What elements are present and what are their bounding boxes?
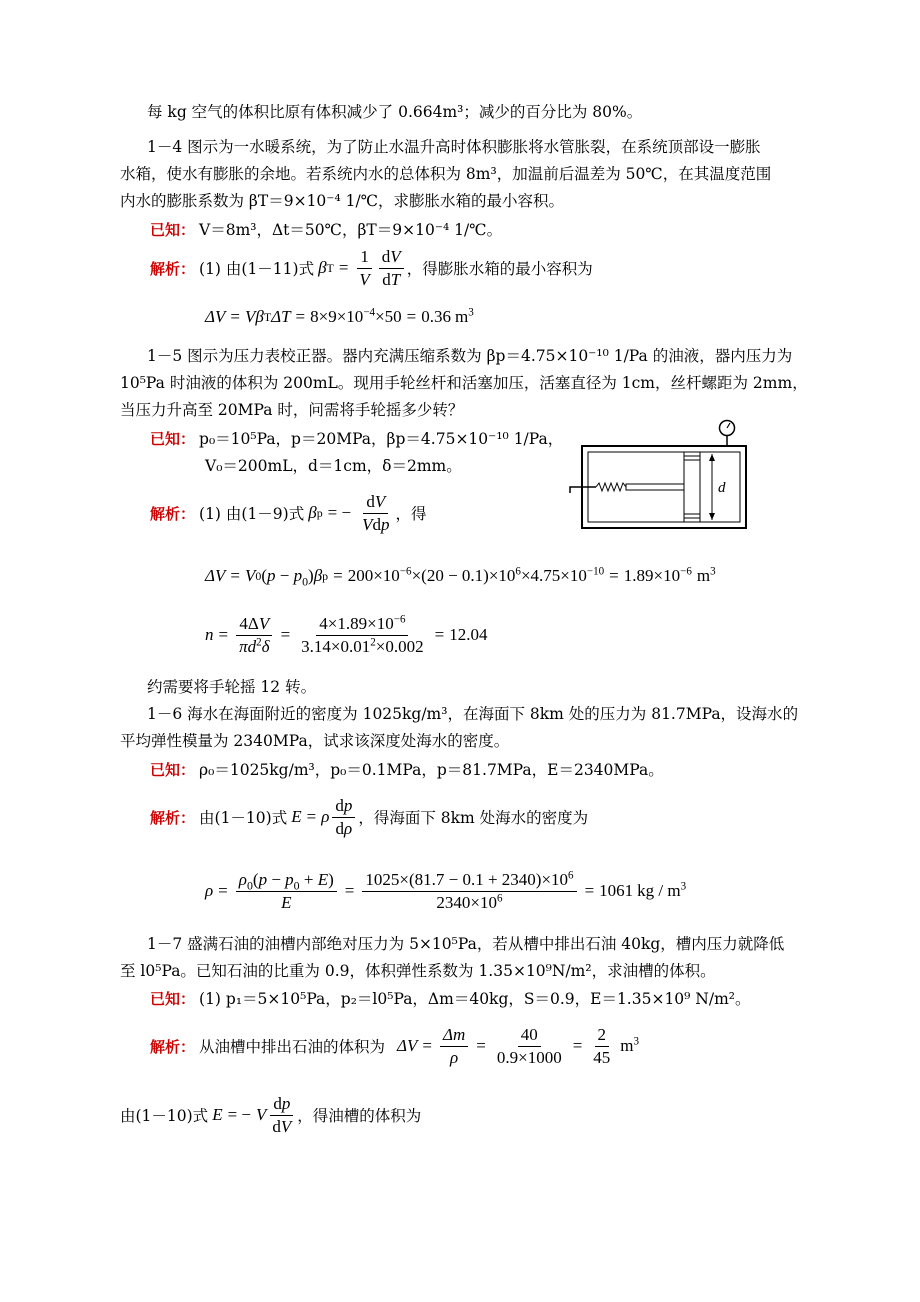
solution-label: 解析：	[150, 504, 196, 523]
problem-1-4-known: 已知： V＝8m³，Δt＝50℃，βT＝9×10⁻⁴ 1/℃。	[150, 221, 503, 239]
result-delta-v: 1.89	[623, 566, 654, 585]
solution-label: 解析：	[150, 1037, 196, 1056]
diameter-label: d	[718, 480, 726, 496]
problem-1-6-line-2: 平均弹性模量为 2340MPa，试求该深度处海水的密度。	[120, 732, 510, 750]
fraction-dv-vdp: $\frac{dV}{\text{Vdp}}$	[362, 491, 390, 534]
problem-1-4-equation: ΔV = Vβ T ΔT = $8\times 9\times 10^{-4}\times 50$ = 0.36 $m^3$	[205, 306, 474, 326]
problem-1-5-known-1: 已知： p₀＝10⁵Pa，p＝20MPa，βp＝4.75×10⁻¹⁰ 1/Pa，	[150, 430, 564, 448]
result-volume: 0.36	[421, 307, 452, 326]
solution-label: 解析：	[150, 808, 196, 827]
problem-1-5-conclusion: 约需要将手轮摇 12 转。	[147, 678, 317, 696]
pressure-gauge-calibrator-diagram	[562, 416, 752, 534]
problem-1-5-solution: 解析： (1) 由(1－9)式 β p = − $\frac{dV}{\text{Vdp}}$ ，得	[150, 491, 427, 534]
solution-label: 解析：	[150, 259, 196, 278]
fraction-1-over-v: $\frac{1}{V}$	[356, 247, 372, 290]
problem-1-5-known-2: V₀＝200mL，d＝1cm，δ＝2mm。	[205, 457, 462, 475]
problem-1-7-known: 已知： (1) p₁＝5×10⁵Pa，p₂＝l0⁵Pa，Δm＝40kg，S＝0.9，E＝1.35×10⁹ N/m²。	[150, 990, 751, 1008]
problem-1-4-line-2: 水箱，使水有膨胀的余地。若系统内水的总体积为 8m³，加温前后温差为 50℃，在其温度范围	[120, 165, 772, 183]
known-label: 已知：	[150, 990, 196, 1008]
problem-1-7-last-line: 由(1－10)式 E = − V $\frac{dp}{dV}$ ，得油槽的体积为	[120, 1093, 422, 1136]
known-label: 已知：	[150, 430, 196, 448]
problem-1-7-solution: 解析： 从油槽中排出石油的体积为 ΔV = $\frac{\Delta m}{\rho}$ = $\frac{40}{0.9\times 1000}$ = $\frac{2}{45}$ $m^3$	[150, 1024, 640, 1067]
problem-1-4-line-1: 1－4 图示为一水暖系统，为了防止水温升高时体积膨胀将水管胀裂，在系统顶部设一膨胀	[147, 138, 761, 156]
problem-1-5-line-2: 10⁵Pa 时油液的体积为 200mL。现用手轮丝杆和活塞加压，活塞直径为 1cm，丝杆螺距为 2mm，	[120, 374, 808, 392]
problem-1-5-equation-2: n = $\frac{4\Delta V}{\pi d^2\delta}$ = $\frac{4\times 1.89\times 10^{-6}}{3.14\times 0.01^2\times 0.002}$ = 12.04	[205, 612, 488, 656]
problem-1-4-solution: 解析： (1) 由(1－11)式 β T = $\frac{1}{V}$ $\frac{dV}{dT}$ ，得膨胀水箱的最小容积为	[150, 246, 593, 289]
known-label: 已知：	[150, 761, 196, 779]
fraction-dv-dt: $\frac{dV}{dT}$	[379, 247, 404, 290]
problem-1-6-equation: ρ = $\frac{\rho_0(p - p_0 + E)}{E}$ = $\frac{1025\times(81.7 - 0.1 + 2340)\times 10^6}{2340\times 10^6}$ = 1061 kg / $m^3$	[205, 868, 687, 912]
known-label: 已知：	[150, 221, 196, 239]
result-turns: 12.04	[449, 625, 488, 644]
problem-1-6-solution: 解析： 由(1－10)式 E = ρ $\frac{dp}{d\rho}$ ，得海面下 8km 处海水的密度为	[150, 795, 589, 838]
problem-1-5-line-3: 当压力升高至 20MPa 时，问需将手轮摇多少转？	[120, 401, 464, 419]
problem-1-5-equation-1: ΔV = V 0 $(p - p_0)$ β p = $200\times 10^{-6}\times(20 - 0.1)\times 10^6\times 4.75\times 10^{-10}$ = 1.89 $\times 10^{-6}$ $m^3$	[205, 565, 716, 589]
problem-1-7-line-1: 1－7 盛满石油的油槽内部绝对压力为 5×10⁵Pa，若从槽中排出石油 40kg，槽内压力就降低	[147, 935, 785, 953]
problem-1-5-line-1: 1－5 图示为压力表校正器。器内充满压缩系数为 βp＝4.75×10⁻¹⁰ 1/Pa 的油液，器内压力为	[147, 347, 793, 365]
problem-1-7-line-2: 至 l0⁵Pa。已知石油的比重为 0.9，体积弹性系数为 1.35×10⁹N/m²，求油槽的体积。	[120, 962, 716, 980]
problem-1-4-line-3: 内水的膨胀系数为 βT＝9×10⁻⁴ 1/℃，求膨胀水箱的最小容积。	[120, 192, 565, 210]
problem-1-6-line-1: 1－6 海水在海面附近的密度为 1025kg/m³，在海面下 8km 处的压力为 81.7MPa，设海水的	[147, 705, 799, 723]
result-density: 1061	[599, 881, 634, 900]
intro-sentence: 每 kg 空气的体积比原有体积减少了 0.664m³；减少的百分比为 80%。	[147, 103, 643, 121]
problem-1-6-known: 已知： ρ₀＝1025kg/m³，p₀＝0.1MPa，p＝81.7MPa，E＝2340MPa。	[150, 761, 664, 779]
